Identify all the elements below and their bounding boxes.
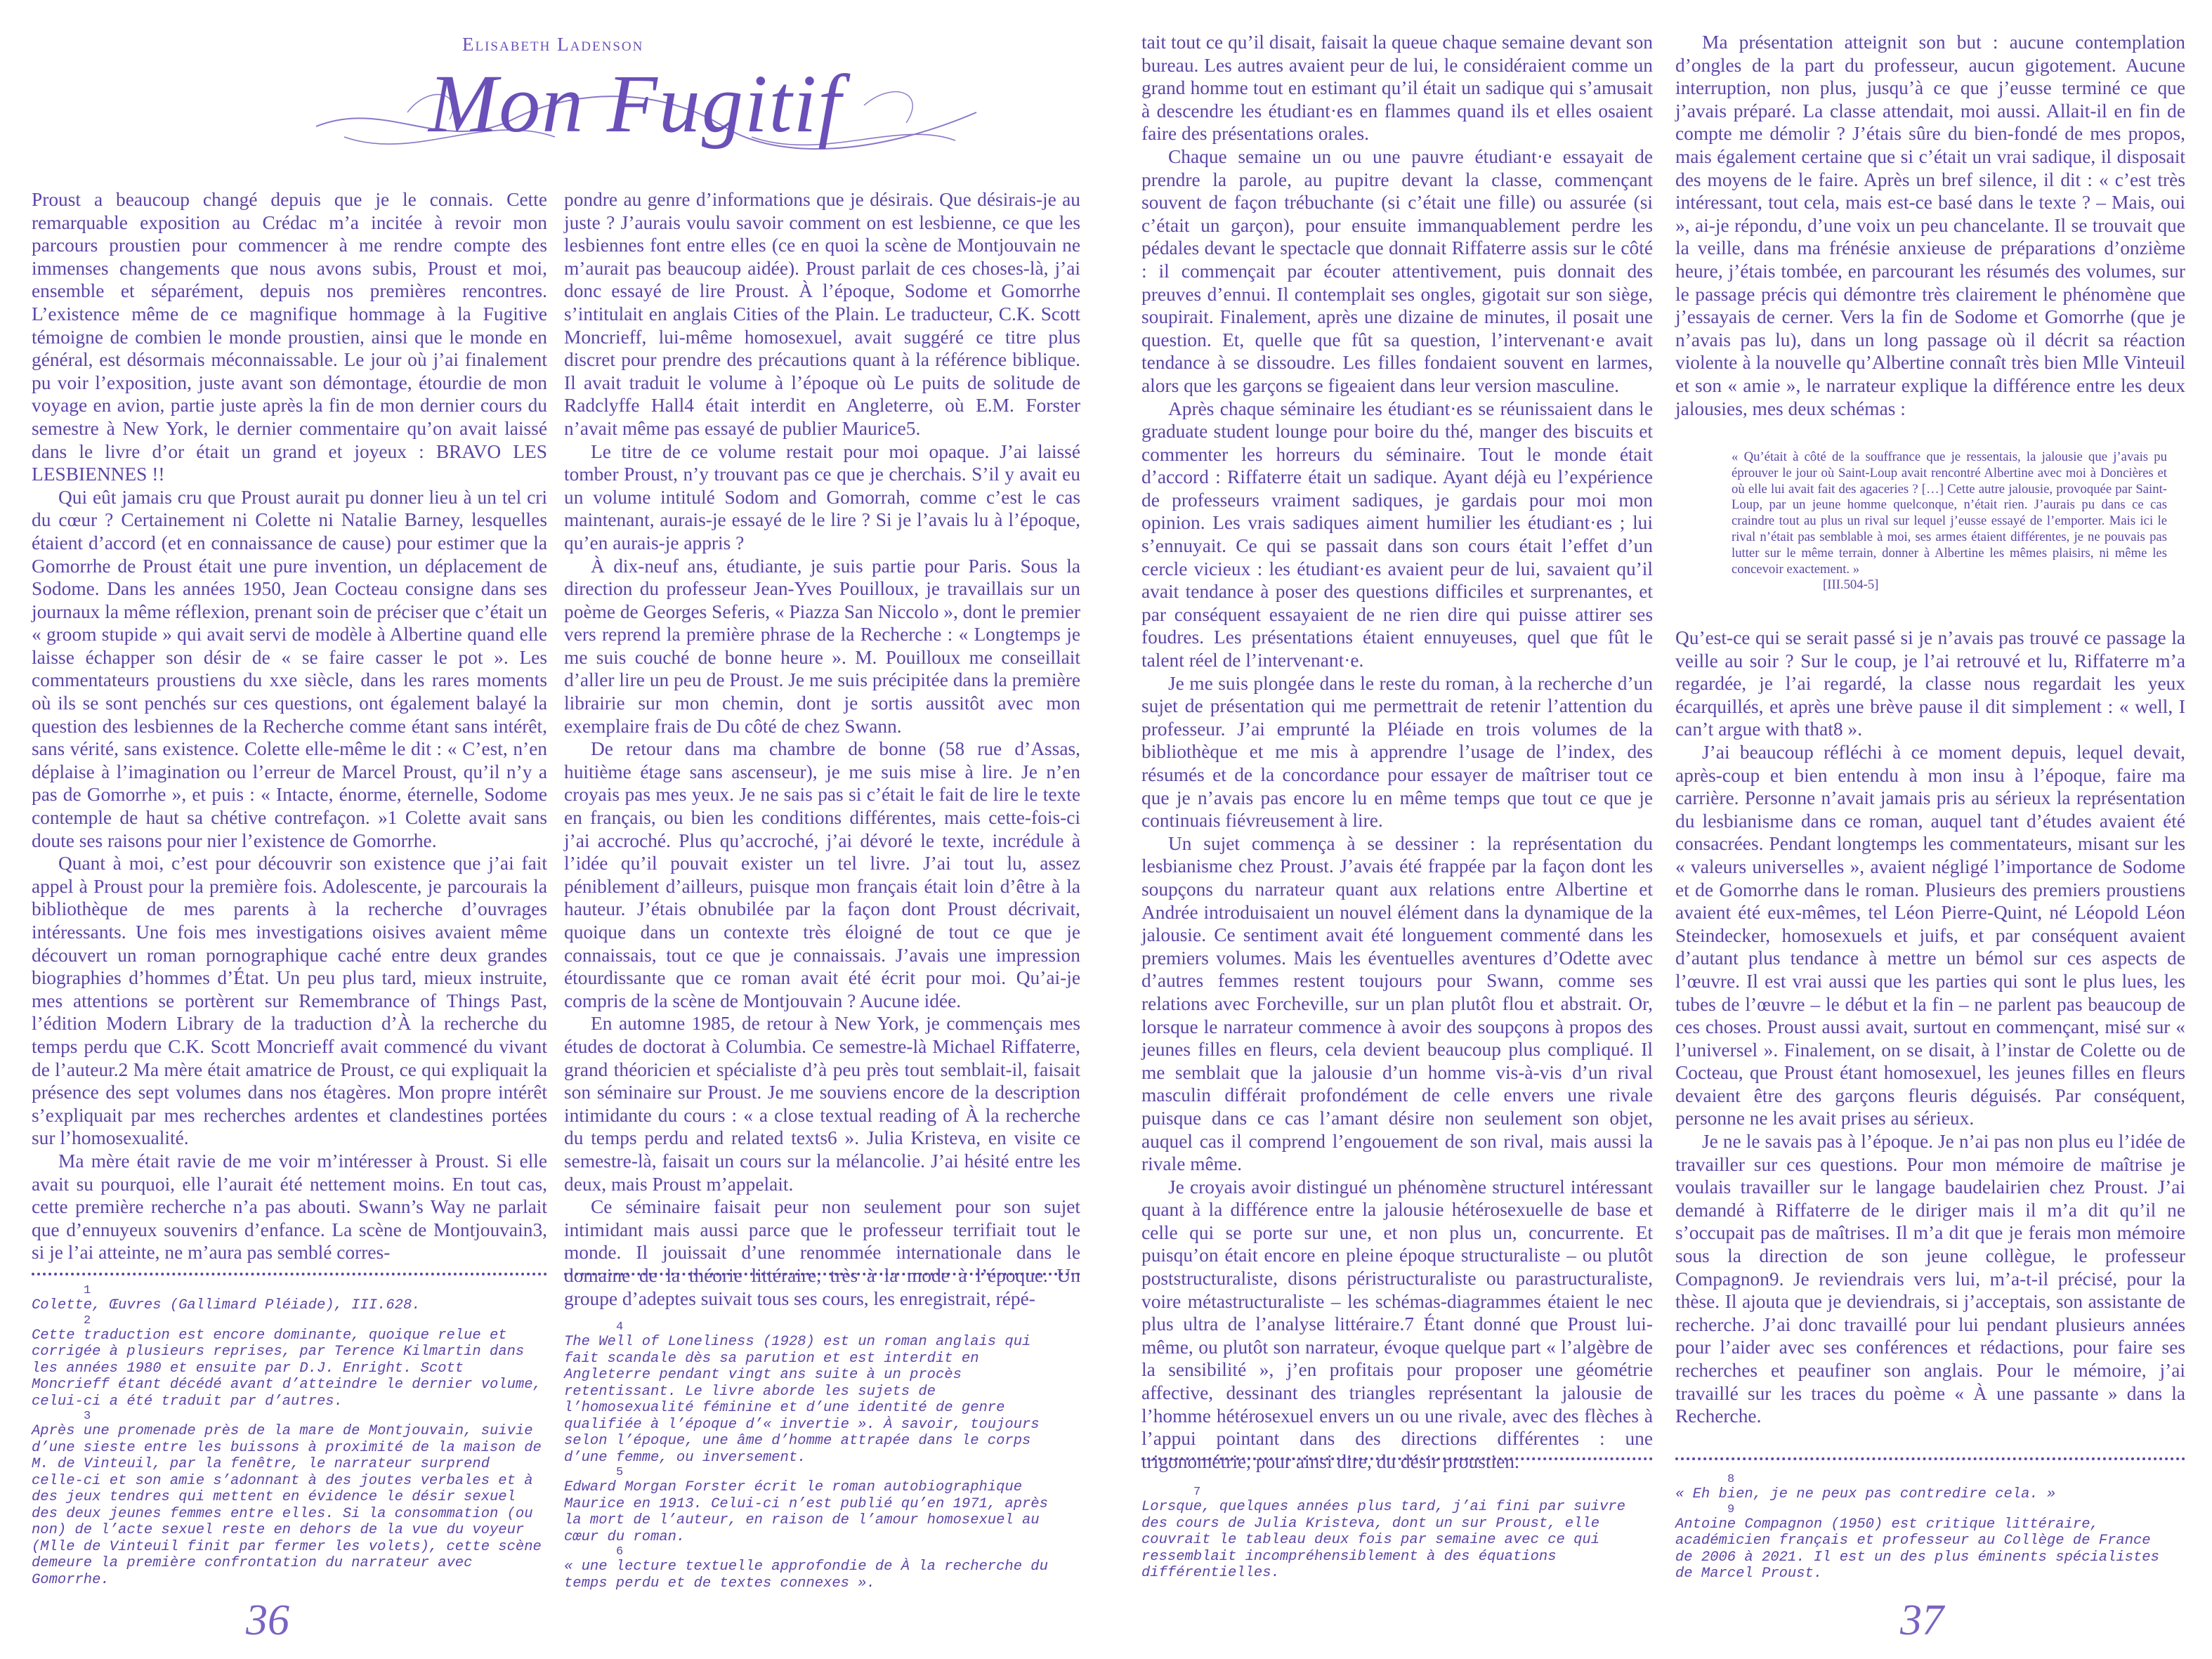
paragraph: À dix-neuf ans, étudiante, je suis partie pour Paris. Sous la direction du professeur Jean-Yves Pouilloux, je travaillais sur un poème de Georges Seferis, « Piazza San Niccolo », dont le premier vers reprend la première phrase de la Recherche : « Longtemps je me suis couché de bonne heure ». M. Pouilloux me conseillait d’aller lire un peu de Proust. Je me suis précipitée dans la première librairie sur mon chemin, dont je sortis aussitôt avec mon exemplaire frais de Du côté de chez Swann.	[564, 555, 1080, 737]
footnotes-column-2	[564, 1320, 1056, 1592]
footnote-text: Cette traduction est encore dominante, quoique relue et corrigée à plusieurs reprises, par Terence Kilmartin dans les années 1980 et ensuite par D.J. Enright. Scott Moncrieff étant décédé avant d’atteindre le dernier volume, celui-ci a été traduit par d’autres.	[32, 1327, 542, 1410]
footnote-number: 9	[1727, 1502, 1735, 1516]
paragraph: Proust a beaucoup changé depuis que je le connais. Cette remarquable exposition au Crédac m’a incitée à revoir mon parcours proustien pour commencer à me rendre compte des immenses changements que nous avons subis, Proust et moi, ensemble et séparément, depuis nos premières rencontres. L’existence même de ce magnifique hommage à la Fugitive témoigne de combien le monde proustien, ainsi que le monde en général, est désormais méconnaissable. Le jour où j’ai finalement pu voir l’exposition, juste avant son démontage, étourdie de mon voyage en avion, partie juste après la fin de mon dernier cours du semestre à New York, le dernier commentaire qu’on avait laissé dans le livre d’or était un grand et joyeux : BRAVO LES LESBIENNES !!	[32, 189, 547, 485]
footnotes-column-4	[1675, 1473, 2160, 1582]
footnote-number: 2	[84, 1313, 91, 1327]
footnote-text: Edward Morgan Forster écrit le roman autobiographique Maurice en 1913. Celui-ci n’est publié qu’en 1971, après la mort de l’auteur, en raison de l’amour homosexuel au cœur du roman.	[564, 1479, 1048, 1545]
text-column-3	[1141, 31, 1653, 1473]
page-title: Mon Fugitif	[428, 58, 843, 150]
author-name: Elisabeth Ladenson	[462, 34, 644, 55]
page-number-left: 36	[246, 1596, 289, 1644]
paragraph: Je croyais avoir distingué un phénomène structurel intéressant quant à la différence entre la jalousie hétérosexuelle de base et celle qui se porte sur une, et non plus un, concurrente. Et puisqu’on était encore en pleine époque structuraliste – ou plutôt poststructuraliste, disons péristructuraliste ou parastructuraliste, voire métastructuraliste – les schémas-diagrammes étaient le nec plus ultra de l’analyse littéraire.7 Étant donné que Proust lui-même, ou plutôt son narrateur, évoque quelque part « l’algèbre de la sensibilité », j’en profitais pour proposer une géométrie affective, dessinant des triangles représentant la jalousie de l’homme hétérosexuel envers un ou une rivale, avec des flèches à l’appui pointant dans des directions différentes : une trigonométrie, pour ainsi dire, du désir proustien.	[1141, 1176, 1653, 1472]
paragraph: tait tout ce qu’il disait, faisait la queue chaque semaine devant son bureau. Les autres avaient peur de lui, le considéraient comme un grand homme tout en estimant qu’il était un sadique qui s’amusait à descendre les étudiant·es en flammes quand ils et elles osaient faire des présentations orales.	[1141, 32, 1653, 145]
footnote-text: Après une promenade près de la mare de Montjouvain, suivie d’une sieste entre les buissons à proximité de la maison de M. de Vinteuil, par la fenêtre, le narrateur surprend celle-ci et son amie s’adonnant à des joutes verbales et à des jeux tendres qui mettent en évidence le désir sexuel des deux jeunes femmes entre elles. Si la consommation (ou non) de l’acte sexuel reste en dehors de la vue du voyeur (Mlle de Vinteuil finit par fermer les volets), cette scène demeure la première confrontation du narrateur avec Gomorrhe.	[32, 1423, 542, 1588]
paragraph: Qui eût jamais cru que Proust aurait pu donner lieu à un tel cri du cœur ? Certainement ni Colette ni Natalie Barney, lesquelles étaient d’accord (et en connaissance de cause) pour estimer que la Gomorrhe de Proust était une pure invention, un déplacement de Sodome. Dans les années 1950, Jean Cocteau consigne dans ses journaux la même réflexion, prenant soin de préciser que c’était un « groom stupide » qui avait servi de modèle à Albertine quand elle laisse échapper son désir de « se faire casser le pot ». Les commentateurs proustiens du xxe siècle, dans les rares moments où ils se sont penchés sur ces questions, ont également balayé la question des lesbiennes de la Recherche comme étant sans intérêt, sans vérité, sans existence. Colette elle-même le dit : « C’est, n’en déplaise à l’imagination ou l’erreur de Marcel Proust, qu’il n’y a pas de Gomorrhe », et puis : « Intacte, énorme, éternelle, Sodome contemple de haut sa chétive contrefaçon. »1 Colette avait sans doute ses raisons pour nier l’existence de Gomorrhe.	[32, 486, 547, 851]
footnote-number: 7	[1193, 1486, 1201, 1499]
paragraph: En automne 1985, de retour à New York, je commençais mes études de doctorat à Columbia. Ce semestre-là Michael Riffaterre, grand théoricien et spécialiste d’à peu près tout semblait-il, faisait son séminaire sur Proust. Je me souviens encore de la description intimidante du cours : « a close textual reading of À la recherche du temps perdu and related texts6 ». Julia Kristeva, en visite ce semestre-là, faisait un cours sur la mélancolie. J’ai hésité entre les deux, mais Proust m’appelait.	[564, 1013, 1080, 1195]
footnote-rule	[564, 1273, 1080, 1276]
quote-reference: [III.504-5]	[1823, 577, 1879, 593]
footnote-number: 1	[84, 1284, 91, 1297]
paragraph: Ce séminaire faisait peur non seulement pour son sujet intimidant mais aussi parce que le professeur terrifiait tout le monde. Il jouissait d’une renommée internationale dans le domaine de la théorie littéraire, très à la mode à l’époque. Un groupe d’adeptes suivait tous ses cours, les enregistrait, répé-	[564, 1196, 1080, 1309]
paragraph: Je ne le savais pas à l’époque. Je n’ai pas non plus eu l’idée de travailler sur ces questions. Pour mon mémoire de maîtrise je voulais travailler sur le langage baudelairien chez Proust. J’ai demandé à Riffaterre de le diriger mais il m’a dit qu’il ne s’occupait pas de maîtrises. Il m’a dit que je ferais mon mémoire sous la direction de son jeune collègue, le professeur Compagnon9. Je reviendrais vers lui, m’a-t-il précisé, pour la thèse. Il ajouta que je deviendrais, si j’acceptais, son assistante de recherche. J’ai donc travaillé pour lui pendant plusieurs années pour l’aider avec ses conférences et rédactions, pour faire ses recherches et peaufiner son anglais. Pour le mémoire, j’ai travaillé sur les traces du poème « À une passante » dans la Recherche.	[1675, 1131, 2185, 1427]
footnote-number: 8	[1727, 1473, 1735, 1486]
footnote-text: Lorsque, quelques années plus tard, j’ai fini par suivre des cours de Julia Kristeva, dont un sur Proust, elle couvrait le tableau deux fois par semaine avec ce qui ressemblait incompréhensiblement à des équations différentielles.	[1141, 1499, 1625, 1581]
block-quote	[1732, 450, 2167, 594]
paragraph: Un sujet commença à se dessiner : la représentation du lesbianisme chez Proust. J’avais été frappée par la façon dont les soupçons du narrateur quant aux relations entre Albertine et Andrée introduisaient un nouvel élément dans la dynamique de la jalousie. Ce sentiment avait été longuement commenté dans les premiers volumes. Mais les éventuelles aventures d’Odette avec d’autres femmes restent toujours pour Swann, comme ses relations avec Forcheville, sur un plan plutôt flou et abstrait. Or, lorsque le narrateur commence à avoir des soupçons à propos des jeunes filles en fleurs, cela devient beaucoup plus compliqué. Il me semblait que la jalousie d’un homme vis-à-vis d’un rival masculin différait profondément de celle envers une rivale puisque dans ce cas l’amant désire non seulement son objet, auquel cas il comprend l’engouement de son rival, mais aussi la rivale même.	[1141, 832, 1653, 1175]
footnote-text: « une lecture textuelle approfondie de À la recherche du temps perdu et de textes connexes ».	[564, 1559, 1048, 1592]
footnote-number: 5	[616, 1466, 624, 1479]
text-column-4-bottom	[1675, 627, 2185, 1428]
paragraph: Après chaque séminaire les étudiant·es se réunissaient dans le graduate student lounge pour boire du thé, manger des biscuits et commenter les horreurs du séminaire. Tout le monde était d’accord : Riffaterre était un sadique. Ayant déjà eu l’expérience de professeurs vraiment sadiques, je gardais pour moi mon opinion. Les vrais sadiques aiment humilier les étudiant·es ; lui s’ennuyait. Ce qui se passait dans son cours était l’effet d’un cercle vicieux : les étudiant·es avaient peur de lui, savaient qu’il avait tendance à poser des questions difficiles et surprenantes, et par conséquent essayaient de ne rien dire qui puisse attirer ses foudres. Les présentations étaient ennuyeuses, quel que fût le talent réel de l’intervenant·e.	[1141, 398, 1653, 671]
page-number-right: 37	[1900, 1596, 1944, 1644]
footnote-rule	[1141, 1457, 1653, 1460]
footnotes-column-1	[32, 1284, 544, 1588]
footnote-rule	[1675, 1457, 2185, 1460]
footnote-text: The Well of Loneliness (1928) est un roman anglais qui fait scandale dès sa parution et est interdit en Angleterre pendant vingt ans suite à un procès retentissant. Le livre aborde les sujets de l’homosexualité féminine et d’une identité de genre qualifiée à l’époque d’« invertie ». À savoir, toujours selon l’époque, une âme d’homme attrapée dans le corps d’une femme, ou inversement.	[564, 1334, 1040, 1466]
text-column-4-top	[1675, 31, 2185, 420]
paragraph: Chaque semaine un ou une pauvre étudiant·e essayait de prendre la parole, au pupitre devant la classe, commençant souvent de façon trébuchante (si c’était une fille) ou assurée (si c’était un garçon), pour ensuite immanquablement perdre les pédales devant le spectacle que donnait Riffaterre assis sur le côté : il commençait par écouter attentivement, puis donnait des preuves d’ennui. Il contemplait ses ongles, gigotait sur son siège, soupirait. Finalement, après une dizaine de minutes, il posait une question. Et, quelle que fût sa question, l’intervenant·e avait tendance à se dissoudre. Les filles fondaient souvent en larmes, alors que les garçons se figeaient dans leur version masculine.	[1141, 145, 1653, 396]
paragraph: Ma présentation atteignit son but : aucune contemplation d’ongles de la part du professeur, aucun gigotement. Aucune interruption, non plus, jusqu’à ce que j’eusse terminé ce que j’avais préparé. La classe attendait, moi aussi. Allait-il en fin de compte me démolir ? J’étais sûre du bien-fondé de mes propos, mais également certaine que si c’était un vrai sadique, il disposait des moyens de le faire. Après un bref silence, il dit : « c’est très intéressant, tout cela, mais est-ce basé dans le texte ? – Mais, oui », ai-je répondu, d’une voix un peu chancelante. Il se trouvait que la veille, dans ma frénésie anxieuse de préparations d’onzième heure, j’étais tombée, en parcourant les résumés des volumes, sur le passage précis qui démontre très clairement le phénomène que j’essayais de cerner. Vers la fin de Sodome et Gomorrhe (que je n’avais pas lu), dans un long passage où il décrit sa réaction violente à la nouvelle qu’Albertine connaît très bien Mlle Vinteuil et son « amie », le narrateur explique la différence entre les deux jalousies, mes deux schémas :	[1675, 32, 2185, 419]
footnote-rule	[32, 1273, 547, 1276]
paragraph: Quant à moi, c’est pour découvrir son existence que j’ai fait appel à Proust pour la première fois. Adolescente, je parcourais la bibliothèque de mes parents à la recherche d’ouvrages intéressants. Une fois mes investigations oisives avaient même découvert un roman pornographique caché entre deux grandes biographies d’hommes d’État. Un peu plus tard, mieux instruite, mes attentions se portèrent sur Remembrance of Things Past, l’édition Modern Library de la traduction d’À la recherche du temps perdu que C.K. Scott Moncrieff avait commencé du vivant de l’auteur.2 Ma mère était amatrice de Proust, ce qui expliquait la présence des sept volumes dans nos étagères. Mon propre intérêt s’expliquait par mes recherches ardentes et clandestines portées sur l’homosexualité.	[32, 853, 547, 1149]
quote-text: « Qu’était à côté de la souffrance que je ressentais, la jalousie que j’avais pu éprouver le jour où Saint-Loup avait rencontré Albertine avec moi à Doncières et où elle lui avait fait des agaceries ? […] Cette autre jalousie, provoquée par Saint-Loup, par un jeune homme quelconque, n’était rien. J’aurais pu dans ce cas craindre tout au plus un rival sur lequel j’eusse essayé de l’emporter. Mais ici le rival n’était pas semblable à moi, ses armes étaient différentes, je ne pouvais pas lutter sur le même terrain, donner à Albertine les mêmes plaisirs, ni même les concevoir exactement. »	[1732, 450, 2167, 577]
paragraph: Ma mère était ravie de me voir m’intéresser à Proust. Si elle avait su pourquoi, elle l’aurait été nettement moins. En tout cas, cette première recherche n’a pas abouti. Swann’s Way ne parlait que d’ennuyeux souvenirs d’enfance. La scène de Montjouvain3, si je l’ai atteinte, ne m’aura pas semblé corres-	[32, 1150, 547, 1264]
paragraph: J’ai beaucoup réfléchi à ce moment depuis, lequel devait, après-coup et bien entendu à mon insu à l’époque, faire ma carrière. Personne n’avait jamais pris au sérieux la représentation du lesbianisme dans ce roman, auquel tant d’études avaient été consacrées. Pendant longtemps les commentateurs, misant sur les « valeurs universelles », avaient négligé l’importance de Sodome et de Gomorrhe dans le roman. Plusieurs des premiers proustiens avaient été eux-mêmes, tel Léon Pierre-Quint, né Léopold Léon Steindecker, homosexuels et juifs, et par conséquent avaient d’autant plus tendance à mettre un bémol sur ces aspects de l’œuvre. Il est vrai aussi que les parties qui sont le plus lues, les tubes de l’œuvre – le début et la fin – ne parlent pas beaucoup de ces choses. Proust aussi avait, surtout en commençant, misé sur « l’universel ». Finalement, on se disait, à l’instar de Colette ou de Cocteau, que Proust étant homosexuel, les jeunes filles en fleurs devaient être des garçons fleuris déguisés. Par conséquent, personne ne les avait prises au sérieux.	[1675, 741, 2185, 1129]
footnote-text: Colette, Œuvres (Gallimard Pléiade), III.628.	[32, 1297, 421, 1313]
footnote-text: Antoine Compagnon (1950) est critique littéraire, académicien français et professeur au Collège de France de 2006 à 2021. Il est un des plus éminents spécialistes de Marcel Proust.	[1675, 1516, 2159, 1582]
paragraph: Le titre de ce volume restait pour moi opaque. J’ai laissé tomber Proust, n’y trouvant pas ce que je cherchais. S’il y avait eu un volume intitulé Sodom and Gomorrah, comme c’est le cas maintenant, aurais-je essayé de le lire ? Si je l’avais lu à l’époque, qu’en aurais-je appris ?	[564, 440, 1080, 553]
footnote-number: 3	[84, 1410, 91, 1423]
footnote-number: 6	[616, 1545, 624, 1559]
paragraph: Qu’est-ce qui se serait passé si je n’avais pas trouvé ce passage la veille au soir ? Sur le coup, je l’ai retrouvé et lu, Riffaterre m’a regardée, je l’ai regardé, la classe nous regardait les yeux écarquillés, et après une brève pause il dit simplement : « well, I can’t argue with that8 ».	[1675, 627, 2185, 740]
paragraph: pondre au genre d’informations que je désirais. Que désirais-je au juste ? J’aurais voulu savoir comment on est lesbienne, ce que les lesbiennes font entre elles (ce en quoi la scène de Montjouvain ne m’aurait pas beaucoup aidée). Proust parlait de ces choses-là, j’ai donc essayé de lire Proust. À l’époque, Sodome et Gomorrhe s’intitulait en anglais Cities of the Plain. Le traducteur, C.K. Scott Moncrieff, lui-même homosexuel, avait suggéré ce titre plus discret pour prendre des précautions quant à la référence biblique. Il avait traduit le volume à l’époque où Le puits de solitude de Radclyffe Hall4 était interdit en Angleterre, où E.M. Forster n’avait même pas essayé de publier Maurice5.	[564, 189, 1080, 439]
paragraph: Je me suis plongée dans le reste du roman, à la recherche d’un sujet de présentation qui me permettrait de retenir l’attention du professeur. J’ai emprunté la Pléiade en trois volumes de la bibliothèque et me mis à apprendre l’usage de l’index, des résumés et de la concordance pour essayer de maîtriser tout ce que je n’avais pas encore lu en même temps que tout ce que je continuais fiévreusement à lire.	[1141, 672, 1653, 832]
text-column-2	[564, 188, 1080, 1310]
footnote-number: 4	[616, 1320, 624, 1334]
paragraph: De retour dans ma chambre de bonne (58 rue d’Assas, huitième étage sans ascenseur), je me suis mise à lire. Je n’en croyais pas mes yeux. Je ne sais pas si c’était le fait de lire le texte en français, ou bien les conditions différentes, mais cette-fois-ci j’ai accroché. Plus qu’accroché, j’ai dévoré le texte, incrédule à l’idée qu’il pouvait exister un tel livre. J’ai tout lu, assez péniblement d’ailleurs, puisque mon français était loin d’être à la hauteur. J’étais obnubilée par la façon dont Proust décrivait, quoique dans un contexte très éloigné de tout ce que je connaissais, tout ce que je connaissais. J’avais une impression étourdissante que ce roman avait été écrit pour moi. Qu’ai-je compris de la scène de Montjouvain ? Aucune idée.	[564, 738, 1080, 1011]
text-column-1	[32, 188, 547, 1264]
footnotes-column-3	[1141, 1486, 1626, 1582]
footnote-text: « Eh bien, je ne peux pas contredire cela. »	[1675, 1486, 2056, 1502]
